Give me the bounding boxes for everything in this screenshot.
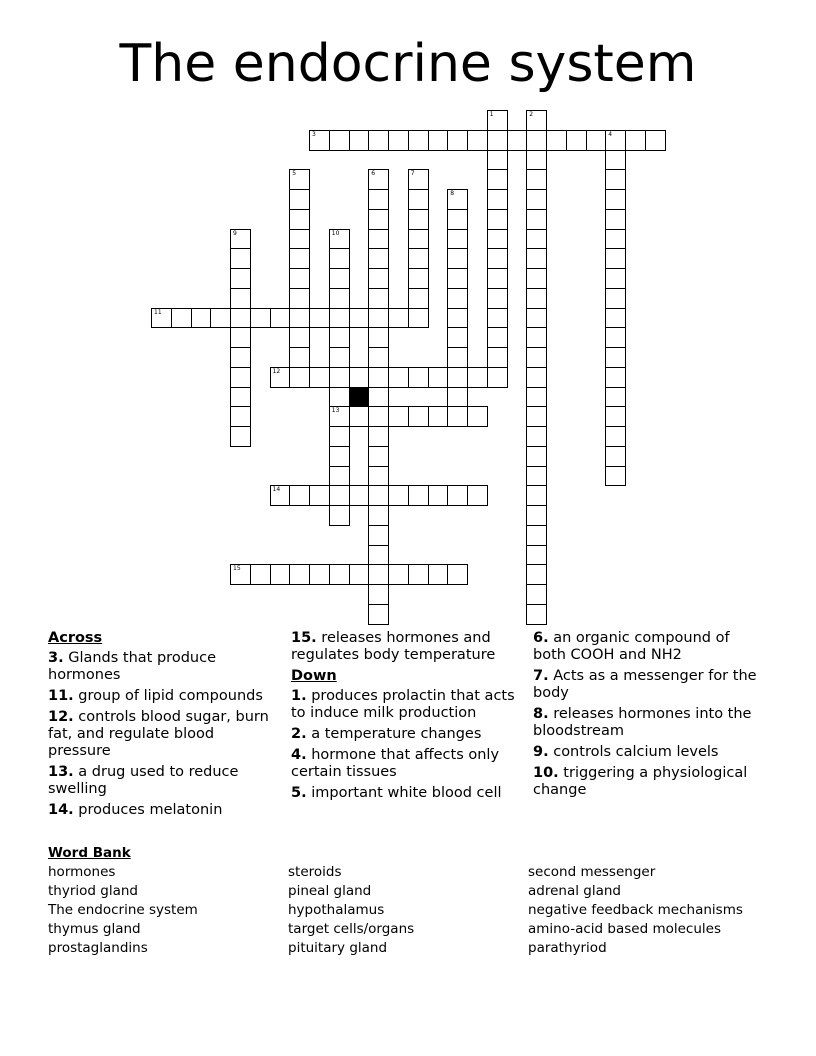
grid-cell[interactable] [289,268,310,289]
grid-cell[interactable] [388,308,409,329]
clue-number: 12 [272,367,281,375]
clue-across-15: 15. releases hormones and regulates body temperature [291,630,496,663]
grid-cell[interactable] [309,485,330,506]
down-heading: Down [291,668,337,684]
clues-column-1 [48,630,280,823]
grid-cell[interactable] [270,367,291,388]
grid-cell[interactable] [230,564,251,585]
grid-cell[interactable] [349,130,370,151]
grid-cell[interactable] [388,564,409,585]
grid-cell[interactable] [368,248,389,269]
shaded-cell [349,387,370,408]
grid-cell[interactable] [151,308,172,329]
grid-cell[interactable] [329,229,350,250]
grid-cell[interactable] [329,505,350,526]
grid-cell[interactable] [289,485,310,506]
grid-cell[interactable] [329,466,350,487]
grid-cell[interactable] [526,525,547,546]
word-bank-item: amino-acid based molecules [528,921,721,937]
grid-cell[interactable] [368,209,389,230]
grid-cell[interactable] [289,229,310,250]
clue-number: 14 [272,486,281,494]
grid-cell[interactable] [447,130,468,151]
grid-cell[interactable] [368,327,389,348]
grid-cell[interactable] [526,189,547,210]
grid-cell[interactable] [487,169,508,190]
grid-cell[interactable] [210,308,231,329]
grid-cell[interactable] [428,130,449,151]
grid-cell[interactable] [605,150,626,171]
grid-cell[interactable] [329,485,350,506]
word-bank-item: prostaglandins [48,940,148,956]
grid-cell[interactable] [605,406,626,427]
grid-cell[interactable] [368,130,389,151]
grid-cell[interactable] [349,564,370,585]
grid-cell[interactable] [447,308,468,329]
grid-cell[interactable] [605,169,626,190]
clue-number: 10 [331,229,340,237]
page-title: The endocrine system [119,34,697,94]
grid-cell[interactable] [526,406,547,427]
grid-cell[interactable] [605,367,626,388]
grid-cell[interactable] [447,209,468,230]
clue-down-10: 10. triggering a physiological change [533,765,748,798]
grid-cell[interactable] [428,367,449,388]
grid-cell[interactable] [230,347,251,368]
grid-cell[interactable] [191,308,212,329]
grid-cell[interactable] [487,327,508,348]
grid-cell[interactable] [230,406,251,427]
grid-cell[interactable] [368,505,389,526]
grid-cell[interactable] [368,387,389,408]
grid-cell[interactable] [329,426,350,447]
word-bank-item: thyriod gland [48,883,138,899]
grid-cell[interactable] [230,288,251,309]
grid-cell[interactable] [447,248,468,269]
clue-number: 4 [608,130,613,138]
clue-down-1: 1. produces prolactin that acts to induce milk production [291,688,515,721]
grid-cell[interactable] [408,248,429,269]
word-bank-item: second messenger [528,864,656,880]
grid-cell[interactable] [526,288,547,309]
grid-cell[interactable] [388,485,409,506]
grid-cell[interactable] [546,130,567,151]
grid-cell[interactable] [230,426,251,447]
word-bank-item: The endocrine system [48,902,198,918]
grid-cell[interactable] [487,130,508,151]
grid-cell[interactable] [329,387,350,408]
word-bank-item: negative feedback mechanisms [528,902,743,918]
clue-across-3: 3. Glands that produce hormones [48,650,216,683]
grid-cell[interactable] [368,406,389,427]
grid-cell[interactable] [487,209,508,230]
grid-cell[interactable] [605,130,626,151]
grid-cell[interactable] [329,308,350,329]
grid-cell[interactable] [566,130,587,151]
grid-cell[interactable] [586,130,607,151]
grid-cell[interactable] [388,406,409,427]
grid-cell[interactable] [349,308,370,329]
grid-cell[interactable] [329,268,350,289]
word-bank-column-3 [528,863,743,958]
grid-cell[interactable] [487,367,508,388]
grid-cell[interactable] [467,130,488,151]
grid-cell[interactable] [408,268,429,289]
grid-cell[interactable] [487,189,508,210]
grid-cell[interactable] [368,485,389,506]
word-bank-item: parathyriod [528,940,607,956]
word-bank-column-1 [48,863,198,958]
grid-cell[interactable] [605,347,626,368]
grid-cell[interactable] [447,387,468,408]
grid-cell[interactable] [487,268,508,289]
clue-number: 15 [233,565,241,573]
grid-cell[interactable] [447,268,468,289]
grid-cell[interactable] [428,564,449,585]
grid-cell[interactable] [408,209,429,230]
word-bank-heading: Word Bank [48,845,131,861]
grid-cell[interactable] [329,347,350,368]
grid-cell[interactable] [368,604,389,625]
grid-cell[interactable] [605,248,626,269]
grid-cell[interactable] [368,584,389,605]
grid-cell[interactable] [329,406,350,427]
clue-down-7: 7. Acts as a messenger for the body [533,668,757,701]
grid-cell[interactable] [408,229,429,250]
grid-cell[interactable] [368,288,389,309]
word-bank-item: hypothalamus [288,902,385,918]
grid-cell[interactable] [408,189,429,210]
grid-cell[interactable] [605,308,626,329]
across-heading: Across [48,630,103,646]
grid-cell[interactable] [625,130,646,151]
grid-cell[interactable] [368,466,389,487]
clue-down-2: 2. a temperature changes [291,726,482,742]
clue-number: 6 [371,170,376,178]
grid-cell[interactable] [289,288,310,309]
grid-cell[interactable] [250,564,271,585]
grid-cell[interactable] [408,367,429,388]
grid-cell[interactable] [289,327,310,348]
clue-number: 7 [410,170,415,178]
grid-cell[interactable] [309,130,330,151]
grid-cell[interactable] [309,367,330,388]
grid-cell[interactable] [368,169,389,190]
grid-cell[interactable] [507,130,528,151]
grid-cell[interactable] [526,564,547,585]
grid-cell[interactable] [467,406,488,427]
grid-cell[interactable] [447,327,468,348]
grid-cell[interactable] [526,110,547,131]
grid-cell[interactable] [526,604,547,625]
grid-cell[interactable] [408,564,429,585]
grid-cell[interactable] [349,485,370,506]
clue-number: 2 [529,111,534,118]
grid-cell[interactable] [447,406,468,427]
grid-cell[interactable] [408,169,429,190]
clue-number: 3 [312,130,316,138]
grid-cell[interactable] [526,505,547,526]
clue-number: 11 [154,308,162,316]
grid-cell[interactable] [329,288,350,309]
grid-cell[interactable] [447,367,468,388]
grid-cell[interactable] [487,347,508,368]
clue-number: 8 [450,190,455,197]
grid-cell[interactable] [526,426,547,447]
word-bank-item: pineal gland [288,883,372,899]
grid-cell[interactable] [289,564,310,585]
grid-cell[interactable] [487,110,508,131]
grid-cell[interactable] [230,308,251,329]
grid-cell[interactable] [487,229,508,250]
grid-cell[interactable] [230,248,251,269]
grid-cell[interactable] [526,485,547,506]
grid-cell[interactable] [447,485,468,506]
grid-cell[interactable] [408,288,429,309]
grid-cell[interactable] [605,189,626,210]
grid-cell[interactable] [230,387,251,408]
grid-cell[interactable] [368,525,389,546]
clue-number: 5 [292,170,297,178]
grid-cell[interactable] [388,367,409,388]
grid-cell[interactable] [408,130,429,151]
word-bank-item: hormones [48,864,116,880]
grid-cell[interactable] [605,209,626,230]
grid-cell[interactable] [230,268,251,289]
grid-cell[interactable] [230,327,251,348]
grid-cell[interactable] [526,327,547,348]
grid-cell[interactable] [605,268,626,289]
grid-cell[interactable] [526,584,547,605]
grid-cell[interactable] [289,367,310,388]
grid-cell[interactable] [526,268,547,289]
grid-cell[interactable] [605,387,626,408]
word-bank-item: target cells/organs [288,921,415,937]
grid-cell[interactable] [526,229,547,250]
clue-down-5: 5. important white blood cell [291,785,502,801]
grid-cell[interactable] [645,130,666,151]
word-bank-item: thymus gland [48,921,141,937]
grid-cell[interactable] [605,426,626,447]
grid-cell[interactable] [526,387,547,408]
grid-cell[interactable] [329,130,350,151]
clue-across-12: 12. controls blood sugar, burn fat, and regulate blood pressure [48,709,269,759]
clue-number: 1 [489,111,494,118]
clue-across-14: 14. produces melatonin [48,802,223,818]
grid-cell[interactable] [487,150,508,171]
grid-cell[interactable] [447,347,468,368]
grid-cell[interactable] [230,229,251,250]
grid-cell[interactable] [467,367,488,388]
grid-cell[interactable] [329,327,350,348]
grid-cell[interactable] [526,446,547,467]
grid-cell[interactable] [408,406,429,427]
grid-cell[interactable] [447,564,468,585]
grid-cell[interactable] [329,248,350,269]
grid-cell[interactable] [388,130,409,151]
grid-cell[interactable] [408,308,429,329]
grid-cell[interactable] [526,308,547,329]
grid-cell[interactable] [526,367,547,388]
grid-cell[interactable] [289,347,310,368]
grid-cell[interactable] [428,406,449,427]
grid-cell[interactable] [487,288,508,309]
grid-cell[interactable] [250,308,271,329]
clue-across-11: 11. group of lipid compounds [48,688,263,704]
grid-cell[interactable] [447,229,468,250]
grid-cell[interactable] [368,308,389,329]
grid-cell[interactable] [605,466,626,487]
grid-cell[interactable] [605,327,626,348]
grid-cell[interactable] [309,308,330,329]
grid-cell[interactable] [368,347,389,368]
grid-cell[interactable] [467,485,488,506]
clues-column-2 [291,630,523,806]
clue-number: 13 [331,407,340,415]
grid-cell[interactable] [349,367,370,388]
grid-cell[interactable] [526,150,547,171]
clue-down-9: 9. controls calcium levels [533,744,719,760]
grid-cell[interactable] [526,466,547,487]
grid-cell[interactable] [171,308,192,329]
grid-cell[interactable] [349,406,370,427]
grid-cell[interactable] [526,169,547,190]
clue-down-4: 4. hormone that affects only certain tissues [291,747,500,780]
clue-number: 9 [233,229,237,237]
clues-column-3 [533,630,765,803]
grid-cell[interactable] [428,485,449,506]
grid-cell[interactable] [270,485,291,506]
grid-cell[interactable] [329,367,350,388]
grid-cell[interactable] [289,169,310,190]
word-bank-item: adrenal gland [528,883,621,899]
grid-cell[interactable] [368,367,389,388]
grid-cell[interactable] [605,288,626,309]
word-bank-item: steroids [288,864,342,880]
grid-cell[interactable] [526,130,547,151]
grid-cell[interactable] [408,485,429,506]
grid-cell[interactable] [487,308,508,329]
grid-cell[interactable] [368,426,389,447]
grid-cell[interactable] [289,308,310,329]
grid-cell[interactable] [368,446,389,467]
word-bank-column-2 [288,863,414,958]
clue-across-13: 13. a drug used to reduce swelling [48,764,239,797]
clue-down-8: 8. releases hormones into the bloodstream [533,706,752,739]
grid-cell[interactable] [526,248,547,269]
grid-cell[interactable] [526,545,547,566]
grid-cell[interactable] [289,189,310,210]
grid-cell[interactable] [605,229,626,250]
grid-cell[interactable] [289,209,310,230]
grid-cell[interactable] [447,189,468,210]
grid-cell[interactable] [526,209,547,230]
grid-cell[interactable] [270,564,291,585]
grid-cell[interactable] [487,248,508,269]
grid-cell[interactable] [270,308,291,329]
grid-cell[interactable] [230,367,251,388]
grid-cell[interactable] [368,545,389,566]
grid-cell[interactable] [309,564,330,585]
clue-down-6: 6. an organic compound of both COOH and NH2 [533,630,730,663]
grid-cell[interactable] [329,564,350,585]
grid-cell[interactable] [368,268,389,289]
grid-cell[interactable] [368,189,389,210]
grid-cell[interactable] [447,288,468,309]
grid-cell[interactable] [605,446,626,467]
word-bank-item: pituitary gland [288,940,388,956]
grid-cell[interactable] [526,347,547,368]
grid-cell[interactable] [368,564,389,585]
grid-cell[interactable] [289,248,310,269]
grid-cell[interactable] [368,229,389,250]
grid-cell[interactable] [329,446,350,467]
